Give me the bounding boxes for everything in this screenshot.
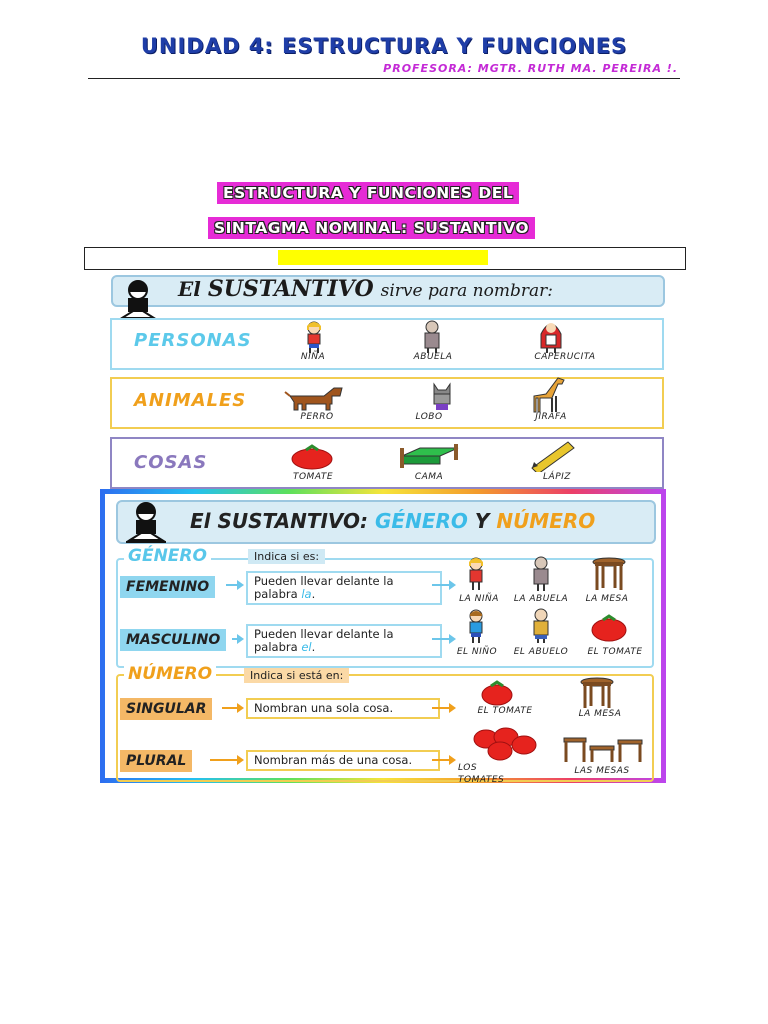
gn-title-genero: GÉNERO xyxy=(375,509,468,533)
yellow-highlight xyxy=(278,250,488,265)
example-la-mesa-singular: LA MESA xyxy=(578,709,622,719)
pencil-icon xyxy=(528,438,578,472)
desc-plural: Nombran más de una cosa. xyxy=(246,750,440,771)
tag-femenino: FEMENINO xyxy=(120,576,215,598)
tag-plural: PLURAL xyxy=(120,750,192,772)
genero-label: GÉNERO xyxy=(124,546,211,566)
desc-masculino-text: Pueden llevar delante la palabra xyxy=(254,627,394,654)
desc-masculino: Pueden llevar delante la palabra el. xyxy=(246,624,442,658)
example-el-abuelo: EL ABUELO xyxy=(513,647,569,657)
arrow-icon xyxy=(226,584,242,586)
bed-icon xyxy=(398,442,462,470)
desc-femenino-text: Pueden llevar delante la palabra xyxy=(254,574,394,601)
section-banner-line-1: ESTRUCTURA Y FUNCIONES DEL xyxy=(217,182,519,204)
caption-jirafa: JIRAFA xyxy=(535,412,567,422)
table-icon xyxy=(590,556,628,592)
red-riding-hood-icon xyxy=(538,318,564,354)
numero-label: NÚMERO xyxy=(124,664,216,684)
caption-caperucita: CAPERUCITA xyxy=(534,352,596,362)
example-el-tomate: EL TOMATE xyxy=(587,647,643,657)
example-los-tomates: LOS TOMATES xyxy=(458,763,505,785)
girl-icon xyxy=(300,320,328,354)
caption-abuela: ABUELA xyxy=(413,352,453,362)
caption-tomate: TOMATE xyxy=(292,472,334,482)
reader-icon xyxy=(122,500,170,544)
desc-femenino: Pueden llevar delante la palabra la. xyxy=(246,571,442,605)
grandmother-icon xyxy=(420,320,444,354)
category-personas: PERSONAS xyxy=(134,330,252,351)
article-el: el xyxy=(301,640,312,654)
tomato-icon xyxy=(480,680,514,706)
arrow-icon xyxy=(432,759,454,761)
girl-icon xyxy=(464,556,488,592)
category-cosas: COSAS xyxy=(134,452,208,473)
caption-nina: NIÑA xyxy=(300,352,326,362)
caption-lapiz: LÁPIZ xyxy=(543,472,571,482)
grandfather-icon xyxy=(530,608,552,644)
tag-masculino: MASCULINO xyxy=(120,629,226,651)
numero-hint: Indica si está en: xyxy=(244,668,349,683)
reader-icon xyxy=(114,278,162,322)
caption-cama: CAMA xyxy=(414,472,444,482)
boy-icon xyxy=(464,608,488,644)
gn-title-prefix: El SUSTANTIVO: xyxy=(190,509,369,533)
table-icon xyxy=(578,676,616,710)
header-divider xyxy=(88,78,680,79)
article-la: la xyxy=(301,587,312,601)
tomatoes-icon xyxy=(472,725,540,761)
tomato-icon xyxy=(290,444,334,470)
category-animales: ANIMALES xyxy=(134,390,247,411)
tomato-icon xyxy=(590,614,628,642)
caption-lobo: LOBO xyxy=(415,412,443,422)
arrow-icon xyxy=(210,759,242,761)
grandmother-icon xyxy=(530,556,552,592)
gn-title-numero: NÚMERO xyxy=(496,509,596,533)
desc-singular: Nombran una sola cosa. xyxy=(246,698,440,719)
tables-icon xyxy=(562,732,644,764)
arrow-icon xyxy=(432,584,454,586)
gender-number-title xyxy=(190,509,595,533)
example-la-nina: LA NIÑA xyxy=(459,594,499,604)
arrow-icon xyxy=(222,707,242,709)
caption-perro: PERRO xyxy=(300,412,334,422)
genero-hint: Indica si es: xyxy=(248,549,325,564)
gn-title-y: Y xyxy=(474,509,490,533)
teacher-subtitle: PROFESORA: MGTR. RUTH MA. PEREIRA !. xyxy=(383,62,678,75)
example-el-tomate-singular: EL TOMATE xyxy=(477,706,533,716)
tag-singular: SINGULAR xyxy=(120,698,212,720)
dog-icon xyxy=(284,384,346,412)
arrow-icon xyxy=(432,638,454,640)
example-las-mesas: LAS MESAS xyxy=(574,766,630,776)
uses-sustantivo: SUSTANTIVO xyxy=(207,276,374,302)
uses-rest: sirve para nombrar: xyxy=(380,281,553,301)
wolf-icon xyxy=(424,380,460,412)
arrow-icon xyxy=(432,707,454,709)
uses-el: El xyxy=(178,277,201,301)
example-la-mesa: LA MESA xyxy=(585,594,629,604)
document-title: UNIDAD 4: ESTRUCTURA Y FUNCIONES xyxy=(140,34,628,58)
arrow-icon xyxy=(232,638,242,640)
noun-uses-title xyxy=(178,276,553,302)
section-banner-line-2: SINTAGMA NOMINAL: SUSTANTIVO xyxy=(208,217,535,239)
example-la-abuela: LA ABUELA xyxy=(513,594,569,604)
giraffe-icon xyxy=(532,376,572,414)
example-el-nino: EL NIÑO xyxy=(456,647,498,657)
